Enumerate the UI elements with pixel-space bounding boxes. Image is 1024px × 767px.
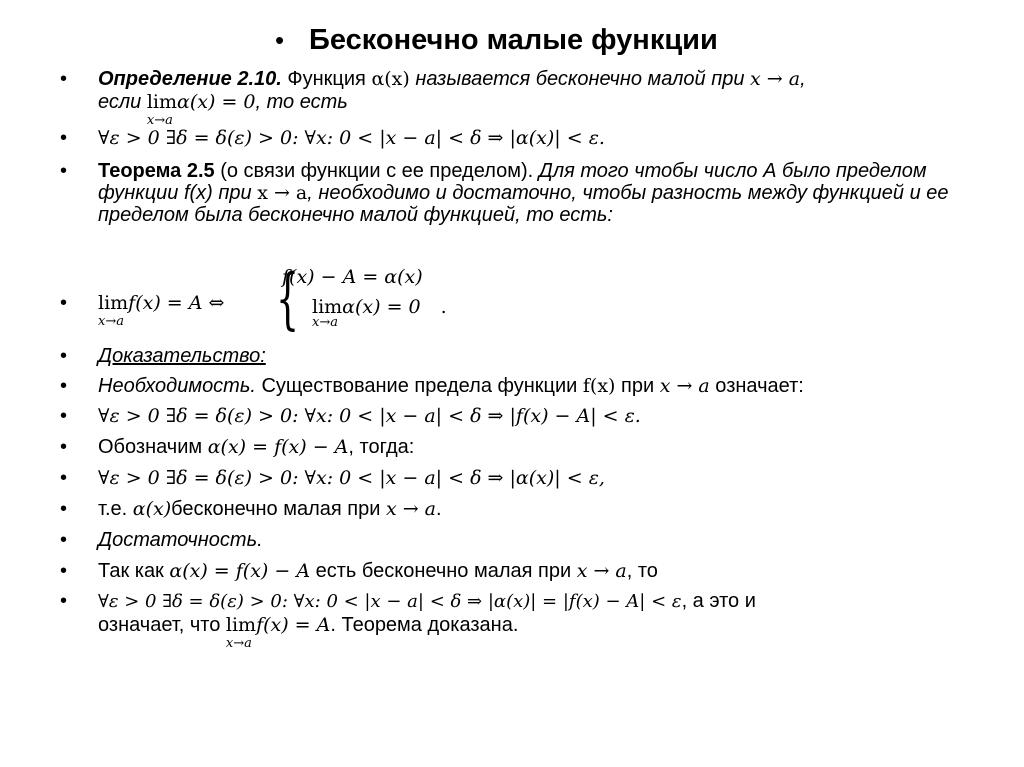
denote-text: , тогда: bbox=[348, 436, 415, 458]
definition-text: называется бесконечно малой при bbox=[409, 68, 751, 90]
sufficiency-label: Достаточность. bbox=[98, 529, 263, 551]
definition-text: , bbox=[800, 68, 806, 90]
slide-title: Бесконечно малые функции bbox=[309, 23, 718, 56]
limit-expression: f(x) = A bbox=[256, 614, 331, 636]
bullet-marker: • bbox=[60, 292, 68, 314]
bullet-marker: • bbox=[60, 405, 68, 427]
formula-item bbox=[60, 127, 978, 149]
bullet-marker: • bbox=[60, 498, 68, 520]
definition-item-line2 bbox=[98, 91, 978, 128]
x-to-a: x → a bbox=[659, 375, 710, 397]
epsilon-delta-formula: ∀ε > 0 ∃δ = δ(ε) > 0: ∀x: 0 < |x − a| < δ ⇒ |f(x) − A| < ε. bbox=[98, 405, 641, 427]
lim-subscript: x→a bbox=[146, 113, 173, 128]
lim-word: lim bbox=[98, 292, 129, 314]
final-text: , а это и bbox=[681, 590, 756, 612]
f-x: f(x) bbox=[582, 375, 616, 397]
x-to-a: x → a bbox=[750, 68, 801, 90]
sufficiency-item bbox=[60, 529, 978, 551]
bullet-marker: • bbox=[60, 590, 68, 612]
ie-item bbox=[60, 498, 978, 520]
limit-expression: α(x) = 0 bbox=[177, 91, 256, 113]
bullet-marker: • bbox=[60, 160, 68, 182]
epsilon-delta-formula: ∀ε > 0 ∃δ = δ(ε) > 0: ∀x: 0 < |x − a| < δ ⇒ |α(x)| < ε, bbox=[98, 467, 605, 489]
lim-subscript: x→a bbox=[98, 314, 124, 329]
limit bbox=[312, 296, 343, 330]
definition-text: если bbox=[98, 91, 147, 113]
theorem-label: Теорема 2.5 bbox=[98, 160, 215, 182]
since-text: , то bbox=[626, 560, 658, 582]
theorem-text: Для того чтобы число А было пределом функции f(x) при bbox=[98, 160, 927, 204]
limit bbox=[98, 292, 129, 329]
x-to-a: x → a bbox=[385, 498, 437, 520]
denote-text: Обозначим bbox=[98, 436, 208, 458]
final-text: . Теорема доказана. bbox=[330, 614, 519, 636]
x-to-a: x → a bbox=[576, 560, 627, 582]
system-left: f(x) = A ⇔ bbox=[128, 292, 225, 314]
final-item-line2 bbox=[98, 614, 978, 651]
since-expr: α(x) = f(x) − A bbox=[169, 560, 311, 582]
necessity-text: при bbox=[615, 375, 660, 397]
limit bbox=[146, 91, 178, 128]
epsilon-delta-formula: ∀ε > 0 ∃δ = δ(ε) > 0: ∀x: 0 < |x − a| < δ ⇒ |α(x)| < ε. bbox=[98, 127, 605, 149]
system-end-dot: . bbox=[440, 296, 447, 318]
lim-word: lim bbox=[312, 296, 343, 318]
alpha-x: α(x) bbox=[371, 68, 410, 90]
bullet-marker: • bbox=[60, 560, 68, 582]
theorem-paren: (о связи функции с ее пределом). bbox=[214, 160, 539, 182]
formula-item bbox=[60, 467, 978, 489]
system-item bbox=[60, 292, 978, 329]
necessity-text: означает: bbox=[709, 375, 804, 397]
proof-item bbox=[60, 345, 978, 367]
lim-subscript: x→a bbox=[225, 636, 252, 651]
proof-label: Доказательство: bbox=[98, 345, 266, 367]
final-item bbox=[60, 590, 978, 613]
since-text: Так как bbox=[98, 560, 170, 582]
lim-word: lim bbox=[225, 614, 257, 636]
bullet-marker: • bbox=[60, 68, 68, 90]
theorem-item bbox=[60, 160, 958, 226]
lim-word: lim bbox=[146, 91, 178, 113]
denote-expr: α(x) = f(x) − A bbox=[207, 436, 349, 458]
epsilon-delta-formula: ∀ε > 0 ∃δ = δ(ε) > 0: ∀x: 0 < |x − a| < δ ⇒ |α(x)| = |f(x) − A| < ε bbox=[98, 591, 682, 612]
limit bbox=[225, 614, 257, 651]
since-text: есть бесконечно малая при bbox=[310, 560, 577, 582]
system-line2: α(x) = 0 bbox=[342, 296, 421, 318]
bullet-marker: • bbox=[60, 467, 68, 489]
title-bullet: • bbox=[275, 24, 285, 55]
definition-text: , то есть bbox=[255, 91, 348, 113]
ie-text: бесконечно малая при bbox=[171, 498, 386, 520]
denote-item bbox=[60, 436, 978, 458]
bullet-marker: • bbox=[60, 436, 68, 458]
curly-brace: { bbox=[276, 260, 300, 337]
alpha-x: α(x) bbox=[132, 498, 172, 520]
bullet-marker: • bbox=[60, 529, 68, 551]
final-text: означает, что bbox=[98, 614, 226, 636]
definition-item bbox=[60, 68, 978, 90]
x-to-a: x → a bbox=[257, 182, 308, 204]
theorem-text: , необходимо и достаточно, чтобы разность между функцией и ее пределом была бесконечно малой функцией, то есть: bbox=[98, 182, 949, 226]
ie-text: т.е. bbox=[98, 498, 133, 520]
lim-subscript: x→a bbox=[312, 315, 338, 330]
ie-text: . bbox=[436, 498, 442, 520]
definition-label: Определение 2.10. bbox=[98, 68, 282, 90]
since-item bbox=[60, 560, 978, 582]
system-line1: f(x) − A = α(x) bbox=[282, 266, 423, 288]
necessity-text: Существование предела функции bbox=[255, 375, 583, 397]
necessity-item bbox=[60, 375, 978, 397]
equation-system bbox=[276, 260, 506, 337]
bullet-marker: • bbox=[60, 345, 68, 367]
definition-text: Функция bbox=[281, 68, 372, 90]
bullet-marker: • bbox=[60, 375, 68, 397]
necessity-label: Необходимость. bbox=[98, 375, 256, 397]
formula-item bbox=[60, 405, 978, 427]
bullet-marker: • bbox=[60, 127, 68, 149]
